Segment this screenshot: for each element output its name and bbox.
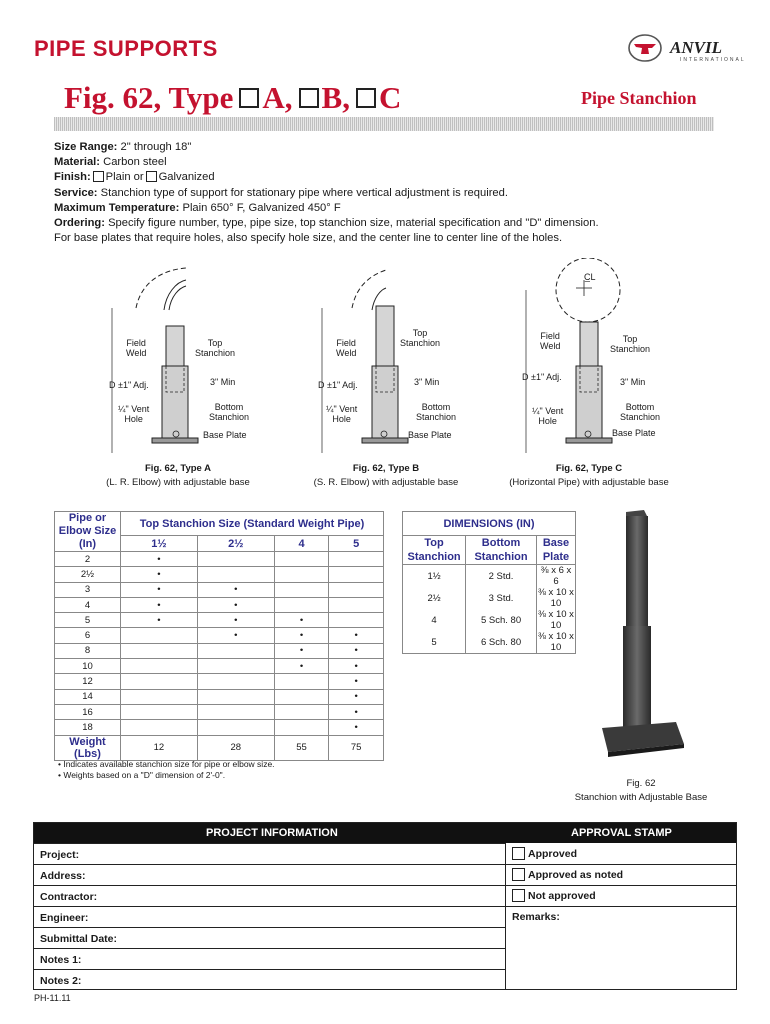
page-title: PIPE SUPPORTS — [34, 36, 218, 61]
project-header-bar — [34, 823, 736, 843]
c-d-adj: D ±1" Adj. — [522, 372, 562, 382]
pipe-size-cell: 4 — [55, 597, 121, 612]
photo-caption: Fig. 62 Stanchion with Adjustable Base — [574, 778, 708, 803]
table-row — [55, 659, 384, 674]
availability-cell: • — [197, 628, 274, 643]
table-row — [55, 704, 384, 719]
availability-cell — [197, 552, 274, 567]
availability-cell: • — [329, 720, 384, 735]
stanchion-size-table — [54, 511, 384, 761]
availability-cell: • — [329, 643, 384, 658]
caption-type-b: Fig. 62, Type B (S. R. Elbow) with adjustable base — [313, 463, 459, 488]
b-d-adj: D ±1" Adj. — [318, 380, 358, 390]
pipe-size-cell: 3 — [55, 582, 121, 597]
pipe-size-cell: 16 — [55, 704, 121, 719]
approved-option[interactable]: Approved — [512, 847, 577, 860]
table-row — [55, 643, 384, 658]
col-group-top-stanchion: Top Stanchion Size (Standard Weight Pipe) — [121, 512, 384, 536]
top-dimension-cell: 1½ — [403, 565, 466, 588]
availability-cell — [197, 567, 274, 582]
submittal-date-field[interactable]: Submittal Date: — [34, 927, 505, 948]
notes-1-field[interactable]: Notes 1: — [34, 948, 505, 969]
weight-2: 28 — [197, 735, 274, 760]
spec-material: Material: Carbon steel — [54, 156, 167, 169]
availability-cell: • — [329, 659, 384, 674]
dimensions-title: DIMENSIONS (IN) — [403, 512, 576, 536]
availability-cell — [121, 704, 198, 719]
availability-cell: • — [274, 643, 329, 658]
availability-cell: • — [121, 567, 198, 582]
base-dimension-cell: ⅜ x 10 x 10 — [538, 631, 574, 653]
availability-cell — [329, 582, 384, 597]
availability-cell — [274, 689, 329, 704]
spec-finish: Finish: Plain or Galvanized — [54, 171, 215, 184]
availability-cell: • — [329, 628, 384, 643]
a-vent-hole: ¼" Vent Hole — [118, 404, 150, 424]
availability-cell: • — [121, 597, 198, 612]
availability-cell — [274, 567, 329, 582]
table-row — [403, 609, 576, 631]
availability-cell — [329, 613, 384, 628]
c-3-min: 3" Min — [620, 377, 646, 387]
top-dimension-cell: 2½ — [403, 587, 466, 609]
type-b-label: B, — [321, 80, 350, 115]
availability-cell — [274, 552, 329, 567]
weight-1: 12 — [121, 735, 198, 760]
base-dimension-cell: ⅜ x 6 x 6 — [536, 565, 575, 588]
availability-cell — [121, 659, 198, 674]
note-1: • Indicates available stanchion size for pipe or elbow size. — [58, 759, 275, 769]
availability-cell: • — [197, 597, 274, 612]
pipe-size-cell: 12 — [55, 674, 121, 689]
pipe-size-cell: 8 — [55, 643, 121, 658]
figure-title — [64, 80, 401, 116]
c-field-weld: Field Weld — [540, 331, 561, 351]
col-base-plate: Base Plate — [536, 536, 575, 565]
availability-cell — [121, 720, 198, 735]
availability-cell — [197, 720, 274, 735]
caption-type-c: Fig. 62, Type C (Horizontal Pipe) with adjustable base — [509, 463, 669, 488]
spec-service: Service: Stanchion type of support for stationary pipe where vertical adjustment is required. — [54, 186, 508, 199]
table-row — [55, 597, 384, 612]
table-row — [55, 613, 384, 628]
not-approved-option[interactable]: Not approved — [512, 889, 596, 902]
pipe-size-cell: 5 — [55, 613, 121, 628]
a-3-min: 3" Min — [210, 377, 236, 387]
col-size-1: 1½ — [121, 536, 198, 552]
availability-cell — [274, 720, 329, 735]
availability-cell: • — [329, 689, 384, 704]
availability-cell — [329, 552, 384, 567]
c-bottom-stanchion: Bottom Stanchion — [620, 402, 661, 422]
brand-name: ANVIL — [670, 38, 722, 57]
col-size-4: 5 — [329, 536, 384, 552]
availability-cell: • — [121, 613, 198, 628]
a-d-adj: D ±1" Adj. — [109, 380, 149, 390]
document-code: PH-11.11 — [34, 993, 71, 1003]
stamp-divider-2 — [504, 885, 737, 886]
col-bottom-stanchion: Bottom Stanchion — [466, 536, 537, 565]
product-name: Pipe Stanchion — [581, 88, 697, 108]
b-vent-hole: ¼" Vent Hole — [326, 404, 358, 424]
spec-ordering-2: For base plates that require holes, also specify hole size, and the center line to center line of the holes. — [54, 232, 563, 245]
caption-type-a: Fig. 62, Type A (L. R. Elbow) with adjustable base — [106, 463, 250, 488]
type-b-checkbox[interactable] — [299, 88, 319, 108]
spec-max-temp: Maximum Temperature: Plain 650° F, Galvanized 450° F — [54, 201, 341, 214]
table-notes — [58, 759, 275, 781]
weight-label: Weight (Lbs) — [55, 735, 121, 760]
base-dimension-cell: ⅜ x 10 x 10 — [538, 609, 574, 631]
spec-size-range: Size Range: 2" through 18" — [54, 141, 192, 153]
stamp-divider-3 — [504, 906, 737, 907]
engineer-field[interactable]: Engineer: — [34, 906, 505, 927]
type-a-label: A, — [262, 80, 293, 115]
availability-cell — [121, 628, 198, 643]
availability-cell: • — [329, 704, 384, 719]
availability-cell: • — [329, 674, 384, 689]
availability-cell — [329, 567, 384, 582]
c-top-stanchion: Top Stanchion — [610, 334, 651, 354]
weight-3: 55 — [274, 735, 329, 760]
finish-plain-checkbox[interactable] — [93, 171, 104, 182]
table-row — [55, 567, 384, 582]
c-centerline: C̲L — [584, 272, 596, 282]
col-size-3: 4 — [274, 536, 329, 552]
availability-cell — [274, 582, 329, 597]
note-2: • Weights based on a "D" dimension of 2'-0". — [58, 770, 226, 780]
availability-cell — [197, 689, 274, 704]
diagram-type-a — [96, 258, 256, 458]
pipe-size-cell: 10 — [55, 659, 121, 674]
col-pipe-size: Pipe or Elbow Size (In) — [55, 512, 121, 552]
table-row — [55, 674, 384, 689]
availability-cell — [274, 597, 329, 612]
availability-cell: • — [274, 628, 329, 643]
availability-cell — [197, 643, 274, 658]
remarks-field[interactable]: Remarks: — [512, 911, 560, 923]
b-top-stanchion: Top Stanchion — [400, 328, 441, 348]
availability-cell — [197, 674, 274, 689]
availability-cell: • — [121, 582, 198, 597]
table-row — [403, 565, 576, 588]
availability-cell — [197, 704, 274, 719]
contractor-field[interactable]: Contractor: — [34, 885, 505, 906]
base-dimension-cell: ⅜ x 10 x 10 — [538, 587, 574, 609]
type-a-checkbox[interactable] — [239, 88, 259, 108]
b-field-weld: Field Weld — [336, 338, 357, 358]
col-top-stanchion: Top Stanchion — [403, 536, 466, 565]
availability-cell: • — [197, 613, 274, 628]
table-row — [55, 552, 384, 567]
pipe-size-cell: 6 — [55, 628, 121, 643]
b-bottom-stanchion: Bottom Stanchion — [416, 402, 457, 422]
table-row — [403, 631, 576, 654]
finish-galvanized-checkbox[interactable] — [146, 171, 157, 182]
availability-cell — [274, 704, 329, 719]
availability-cell — [121, 689, 198, 704]
type-c-checkbox[interactable] — [356, 88, 376, 108]
pipe-size-cell: 2½ — [55, 567, 121, 582]
c-base-plate: Base Plate — [612, 428, 656, 438]
bottom-dimension-cell: 3 Std. — [466, 587, 537, 609]
b-base-plate: Base Plate — [408, 430, 452, 440]
availability-cell: • — [274, 613, 329, 628]
availability-cell — [121, 643, 198, 658]
top-dimension-cell: 4 — [403, 609, 466, 631]
availability-cell — [274, 674, 329, 689]
fig-prefix: Fig. 62, Type — [64, 80, 234, 115]
availability-cell: • — [197, 582, 274, 597]
table-row — [403, 587, 576, 609]
pipe-size-cell: 14 — [55, 689, 121, 704]
type-c-label: C — [378, 80, 402, 115]
notes-2-field[interactable]: Notes 2: — [34, 969, 505, 990]
spec-ordering: Ordering: Specify figure number, type, pipe size, top stanchion size, material specification and "D" dimension. — [54, 217, 599, 230]
stanchion-photo — [596, 506, 686, 768]
address-field[interactable]: Address: — [34, 864, 505, 885]
b-3-min: 3" Min — [414, 377, 440, 387]
stamp-divider-1 — [504, 864, 737, 865]
dimensions-table — [402, 511, 576, 654]
availability-cell: • — [274, 659, 329, 674]
approval-stamp-title: APPROVAL STAMP — [571, 827, 672, 839]
availability-cell: • — [121, 552, 198, 567]
diagram-type-b — [306, 258, 466, 458]
weight-4: 75 — [329, 735, 384, 760]
c-vent-hole: ¼" Vent Hole — [532, 406, 564, 426]
bottom-dimension-cell: 5 Sch. 80 — [466, 609, 537, 631]
approved-noted-checkbox[interactable] — [512, 868, 525, 881]
table-row — [55, 689, 384, 704]
project-field[interactable]: Project: — [34, 843, 505, 864]
a-bottom-stanchion: Bottom Stanchion — [209, 402, 250, 422]
col-size-2: 2½ — [197, 536, 274, 552]
project-info-title: PROJECT INFORMATION — [206, 827, 338, 839]
approved-noted-option[interactable]: Approved as noted — [512, 868, 623, 881]
pipe-size-cell: 18 — [55, 720, 121, 735]
top-dimension-cell: 5 — [403, 631, 466, 654]
divider-bar — [54, 117, 714, 131]
availability-cell — [121, 674, 198, 689]
not-approved-checkbox[interactable] — [512, 889, 525, 902]
bottom-dimension-cell: 2 Std. — [466, 565, 537, 588]
spec-block — [54, 140, 599, 246]
table-row — [55, 720, 384, 735]
availability-cell — [197, 659, 274, 674]
pipe-size-cell: 2 — [55, 552, 121, 567]
approved-checkbox[interactable] — [512, 847, 525, 860]
bottom-dimension-cell: 6 Sch. 80 — [466, 631, 537, 654]
table-row — [55, 628, 384, 643]
a-base-plate: Base Plate — [203, 430, 247, 440]
availability-cell — [329, 597, 384, 612]
a-field-weld: Field Weld — [126, 338, 147, 358]
brand-sub: INTERNATIONAL — [680, 57, 746, 63]
table-row — [55, 582, 384, 597]
a-top-stanchion: Top Stanchion — [195, 338, 236, 358]
